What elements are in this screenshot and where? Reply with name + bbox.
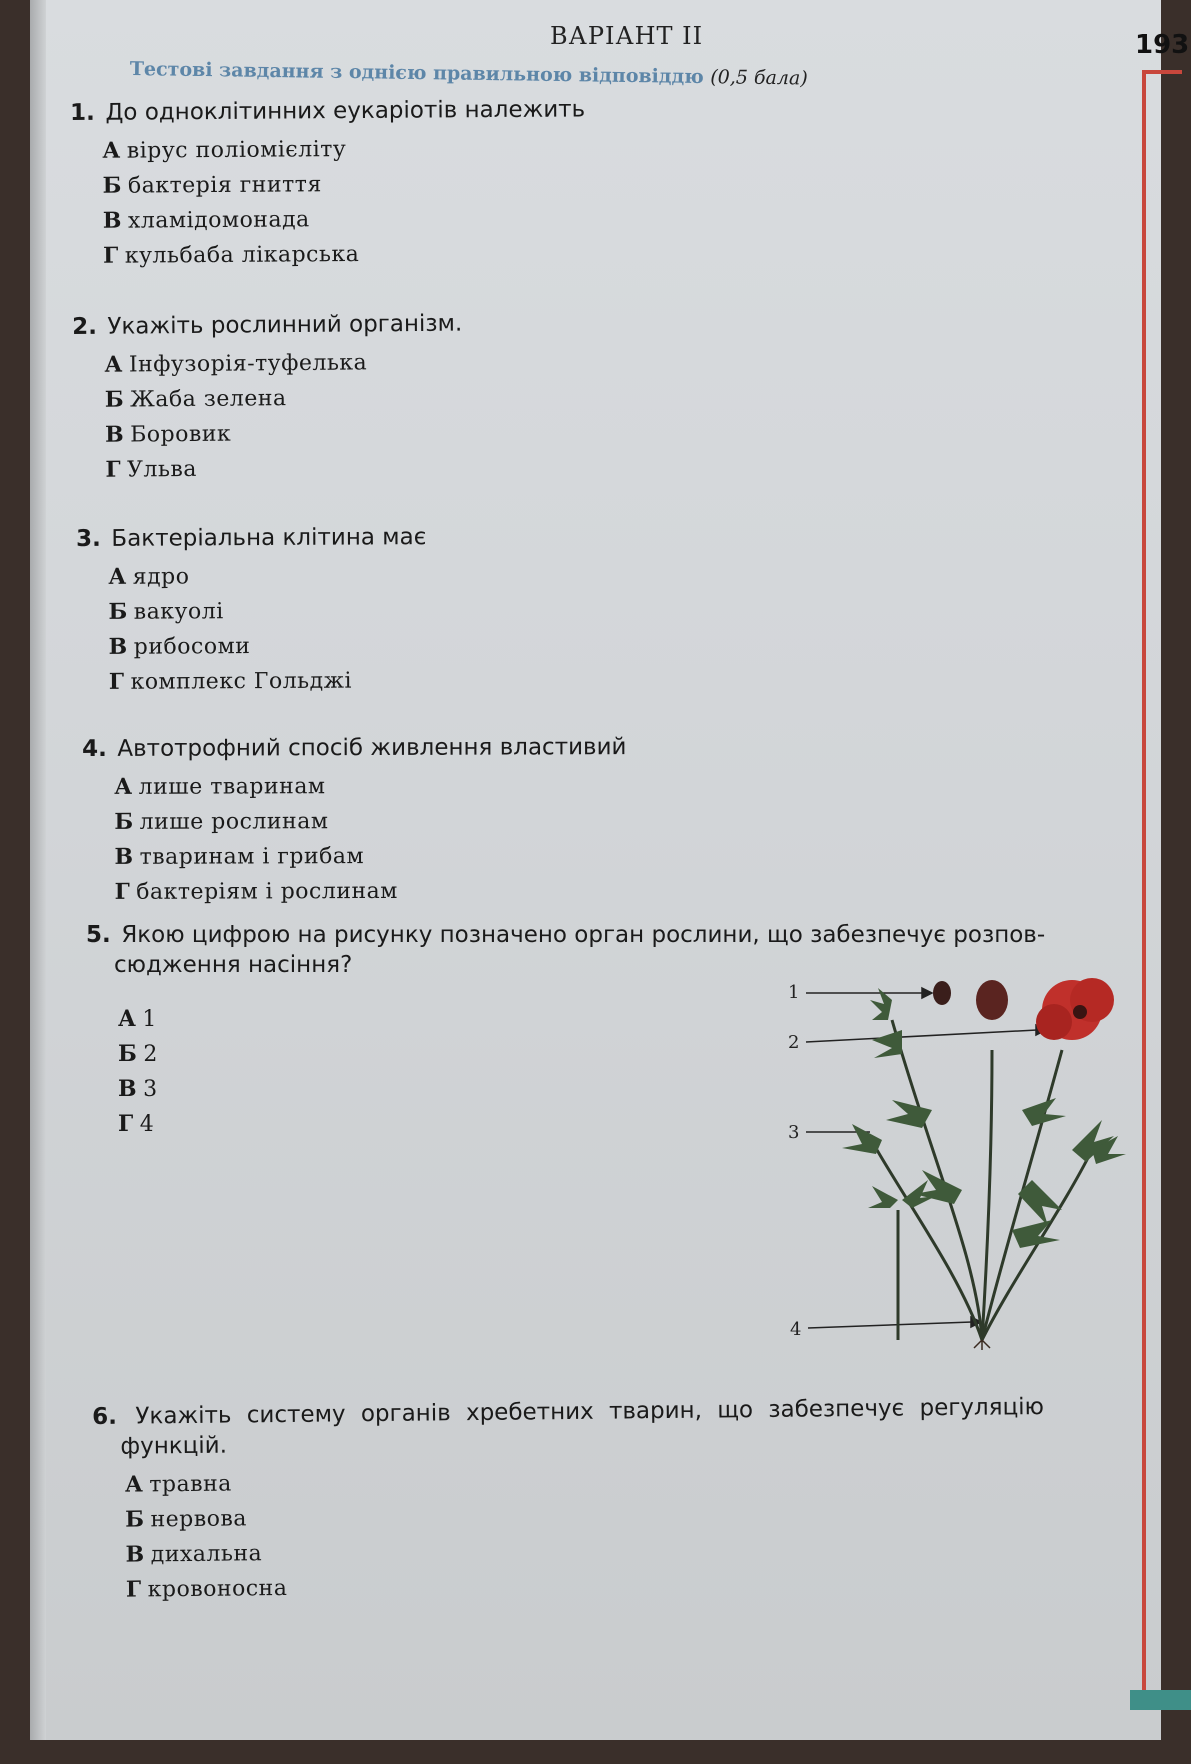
question-number: 4.	[82, 735, 107, 762]
question-number: 3.	[76, 525, 101, 552]
plant-stems	[877, 1020, 1092, 1340]
plant-roots	[974, 1340, 990, 1350]
option-letter: Б	[104, 386, 125, 413]
pointer-line-4	[808, 1322, 972, 1328]
option-letter: Г	[118, 1111, 134, 1137]
option-text: 4	[139, 1112, 155, 1137]
option-text: вірус поліомієліту	[126, 137, 347, 164]
question-2	[72, 303, 1073, 488]
question-prompt-continued: сюдження насіння?	[114, 952, 353, 978]
option-letter: Г	[114, 878, 131, 905]
question-number: 6.	[92, 1403, 118, 1430]
option-letter: Б	[114, 808, 134, 835]
option-text: 3	[143, 1077, 158, 1102]
option-letter: В	[108, 633, 128, 660]
poppy-illustration	[782, 960, 1152, 1350]
option-letter: В	[104, 421, 125, 448]
option-letter: А	[114, 773, 133, 800]
answer-options	[76, 555, 1077, 700]
option-letter: Б	[118, 1041, 138, 1067]
answer-option[interactable]	[114, 872, 1082, 910]
option-text: дихальна	[150, 1541, 263, 1568]
option-text: бактерія гниття	[127, 172, 322, 199]
seed-capsules	[933, 980, 1008, 1020]
option-letter: А	[102, 137, 121, 164]
question-prompt-continued: функцій.	[120, 1432, 228, 1460]
page-corner-band	[1130, 1690, 1191, 1710]
subtitle-text: Тестові завдання з однією правильною відповіддю	[129, 58, 704, 89]
answer-option[interactable]	[109, 625, 1077, 665]
answer-option[interactable]	[105, 444, 1073, 487]
option-letter: А	[104, 351, 123, 378]
option-letter: Г	[103, 242, 119, 269]
answer-option[interactable]	[114, 767, 1082, 805]
option-text: Боровик	[130, 421, 232, 448]
question-text	[72, 303, 1072, 342]
answer-options	[82, 767, 1082, 910]
answer-options	[70, 127, 1071, 274]
option-text: Ульва	[126, 456, 198, 483]
option-text: лише рослинам	[139, 809, 329, 835]
option-letter: А	[118, 1006, 137, 1032]
option-text: хламідомонада	[127, 207, 310, 234]
option-text: ядро	[132, 564, 190, 590]
answer-options	[93, 1457, 1154, 1608]
option-letter: В	[102, 207, 123, 234]
figure-label-4: 4	[790, 1319, 802, 1340]
pointer-line-2	[806, 1030, 1037, 1042]
question-number: 2.	[72, 313, 97, 340]
option-letter: В	[118, 1076, 138, 1102]
answer-option[interactable]	[109, 660, 1077, 700]
page-spine-shadow	[30, 0, 46, 1740]
option-text: кульбаба лікарська	[124, 241, 360, 269]
option-text: кровоносна	[147, 1575, 288, 1603]
answer-option[interactable]	[114, 837, 1082, 875]
poppy-flower	[1036, 978, 1114, 1040]
option-letter: В	[125, 1541, 145, 1568]
question-prompt: До одноклітинних еукаріотів належить	[105, 96, 586, 126]
option-letter: А	[108, 563, 127, 590]
option-text: травна	[149, 1471, 232, 1498]
question-4	[82, 731, 1083, 910]
option-text: бактеріям і рослинам	[136, 878, 398, 905]
section-subtitle	[130, 58, 1010, 92]
answer-option[interactable]	[108, 555, 1076, 595]
option-letter: Г	[125, 1576, 142, 1603]
points-note: (0,5 бала)	[710, 66, 808, 90]
option-text: 1	[142, 1007, 157, 1032]
option-text: вакуолі	[133, 599, 224, 625]
question-1	[70, 91, 1071, 274]
figure-label-3: 3	[788, 1122, 800, 1143]
option-text: комплекс Гольджі	[130, 668, 353, 695]
option-letter: Г	[108, 668, 125, 695]
option-text: рибосоми	[133, 634, 251, 660]
option-letter: В	[114, 843, 134, 870]
answer-option[interactable]	[103, 232, 1071, 274]
option-text: Інфузорія-туфелька	[128, 350, 368, 378]
question-text	[70, 91, 1070, 128]
pointer-arrow-1	[922, 988, 932, 998]
option-letter: Г	[105, 456, 122, 483]
figure-label-1: 1	[788, 982, 800, 1003]
question-number: 5.	[86, 922, 111, 948]
page-number: 193	[1135, 30, 1190, 60]
option-text: Жаба зелена	[129, 386, 287, 413]
option-text: 2	[143, 1042, 158, 1067]
plant-figure	[782, 960, 1152, 1350]
option-text: тваринам і грибам	[139, 844, 365, 870]
option-letter: Б	[108, 598, 128, 625]
answer-option[interactable]	[108, 590, 1076, 630]
option-text: нервова	[150, 1506, 248, 1533]
question-text	[92, 1391, 1153, 1462]
question-prompt: Якою цифрою на рисунку позначено орган рослини, що забезпечує розпов-	[121, 922, 1046, 948]
option-letter: Б	[125, 1506, 145, 1533]
question-text	[76, 519, 1076, 554]
question-text	[82, 731, 1082, 764]
question-prompt: Автотрофний спосіб живлення властивий	[117, 734, 627, 762]
question-prompt: Укажіть рослинний організм.	[107, 310, 463, 340]
figure-label-2: 2	[788, 1032, 800, 1053]
question-prompt: Укажіть систему органів хребетних тварин, що забезпечує регуляцію	[135, 1394, 1045, 1430]
question-6	[92, 1391, 1154, 1608]
variant-title: ВАРІАНТ II	[550, 22, 704, 50]
option-letter: Б	[102, 172, 123, 199]
answer-option[interactable]	[114, 802, 1082, 840]
question-number: 1.	[70, 99, 95, 126]
question-prompt: Бактеріальна клітина має	[111, 524, 427, 552]
question-3	[76, 519, 1077, 700]
option-text: лише тваринам	[138, 774, 326, 800]
answer-options	[72, 339, 1073, 488]
book-page	[30, 0, 1190, 1740]
option-letter: А	[124, 1471, 144, 1498]
